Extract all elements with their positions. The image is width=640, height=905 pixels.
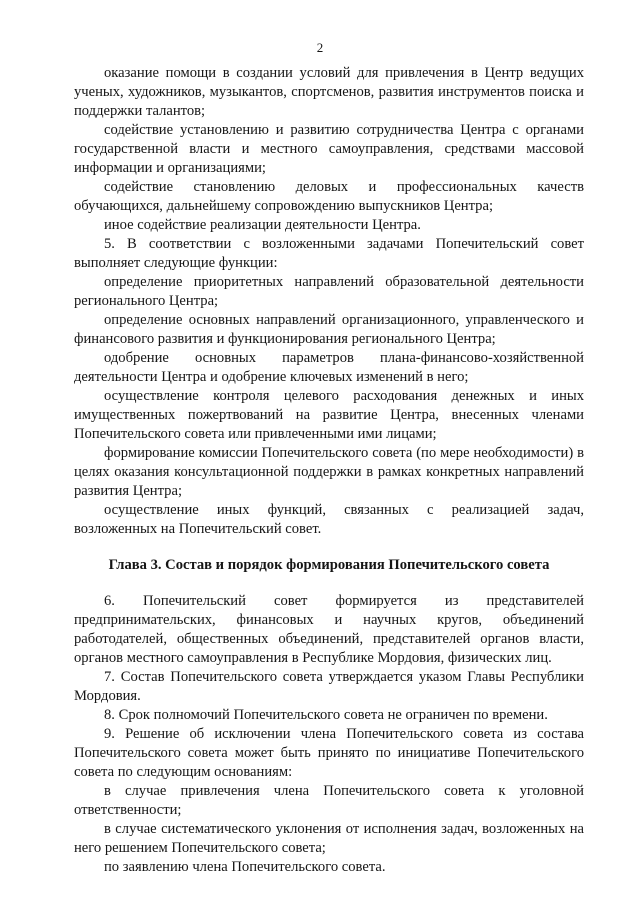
paragraph: 9. Решение об исключении члена Попечительского совета из состава Попечительского совета может быть принято по инициативе Попечительского совета по следующим основаниям: [74,726,584,780]
paragraph: одобрение основных параметров плана-финансово-хозяйственной деятельности Центра и одобрение ключевых изменений в него; [74,350,584,385]
paragraph: 7. Состав Попечительского совета утверждается указом Главы Республики Мордовия. [74,669,584,704]
chapter-title: Глава 3. Состав и порядок формирования Попечительского совета [108,557,550,573]
paragraph: 8. Срок полномочий Попечительского совета не ограничен по времени. [104,707,548,723]
page-number: 2 [316,40,324,55]
paragraph: осуществление иных функций, связанных с реализацией задач, возложенных на Попечительский совет. [74,502,584,537]
paragraph: в случае привлечения члена Попечительского совета к уголовной ответственности; [74,783,584,818]
paragraph: содействие установлению и развитию сотрудничества Центра с органами государственной власти и местного самоуправления, средствами массовой информации и организациями; [74,122,584,176]
paragraph: осуществление контроля целевого расходования денежных и иных имущественных пожертвований на развитие Центра, внесенных членами Попечительского совета или привлеченными ими лицами; [74,388,584,442]
paragraph: оказание помощи в создании условий для привлечения в Центр ведущих ученых, художников, музыкантов, спортсменов, развития инструментов поиска и поддержки талантов; [74,65,584,119]
paragraph: определение приоритетных направлений образовательной деятельности регионального Центра; [74,274,584,309]
paragraph: формирование комиссии Попечительского совета (по мере необходимости) в целях оказания консультационной поддержки в рамках конкретных направлений развития Центра; [74,445,584,499]
paragraph: 5. В соответствии с возложенными задачами Попечительский совет выполняет следующие функции: [74,236,584,271]
paragraph: содействие становлению деловых и профессиональных качеств обучающихся, дальнейшему сопровождению выпускников Центра; [74,179,584,214]
paragraph: определение основных направлений организационного, управленческого и финансового развития и функционирования регионального Центра; [74,312,584,347]
document-body [74,64,584,877]
paragraph: по заявлению члена Попечительского совета. [104,859,386,875]
paragraph: иное содействие реализации деятельности Центра. [104,217,421,233]
paragraph: в случае систематического уклонения от исполнения задач, возложенных на него решением Попечительского совета; [74,821,584,856]
paragraph: 6. Попечительский совет формируется из представителей предпринимательских, финансовых и научных кругов, объединений работодателей, общественных объединений, представителей органов власти, органов местного самоуправления в Республике Мордовия, физических лиц. [74,593,584,666]
